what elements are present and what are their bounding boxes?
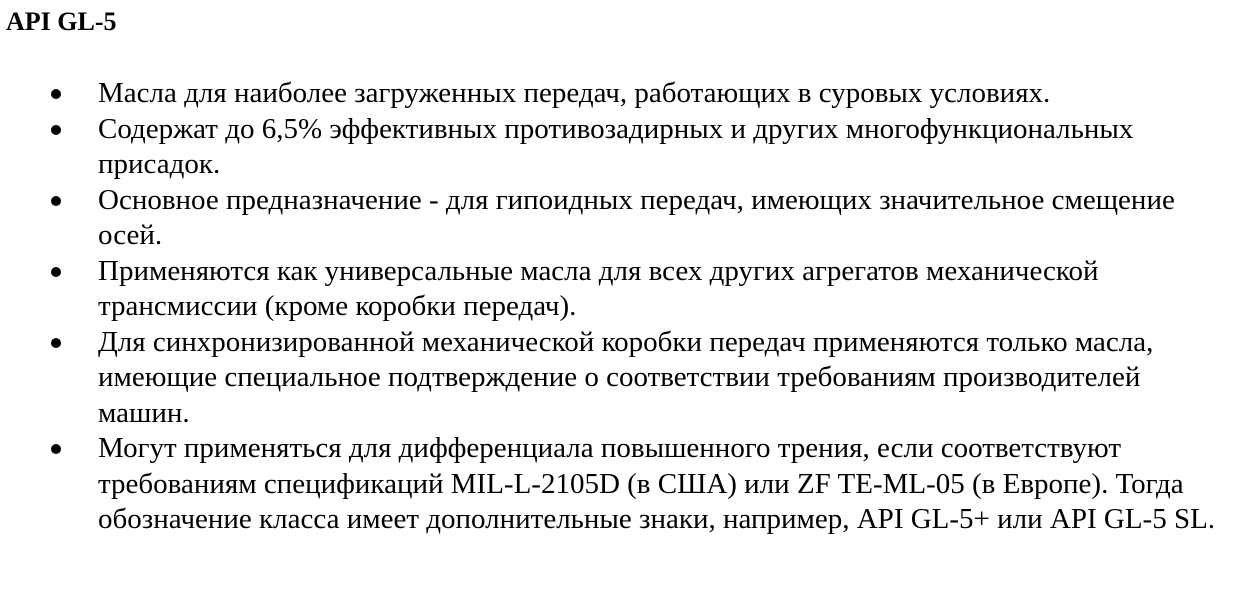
- bullet-list: [0, 76, 1237, 538]
- document-title: API GL-5: [6, 7, 117, 36]
- bullet-icon: [51, 338, 61, 348]
- list-item-text: Могут применяться для дифференциала повышенного трения, если соответствуют требованиям спецификаций MIL-L-2105D (в США) или ZF TE-ML-05 (в Европе). Тогда обозначение класса имеет дополнительные знаки, например, API GL-5+ или API GL-5 SL.: [98, 432, 1216, 535]
- list-item: [0, 431, 1237, 538]
- bullet-icon: [51, 444, 61, 454]
- list-item: [0, 76, 1237, 112]
- list-item: [0, 112, 1237, 183]
- list-item-text: Содержат до 6,5% эффективных противозадирных и других многофункциональных присадок.: [98, 112, 1134, 180]
- bullet-icon: [51, 89, 61, 99]
- bullet-icon: [51, 267, 61, 277]
- list-item-text: Масла для наиболее загруженных передач, работающих в суровых условиях.: [98, 77, 1051, 109]
- list-item-text: Основное предназначение - для гипоидных передач, имеющих значительное смещение осей.: [98, 183, 1175, 251]
- bullet-icon: [51, 125, 61, 135]
- list-item: [0, 183, 1237, 254]
- bullet-icon: [51, 196, 61, 206]
- list-item-text: Применяются как универсальные масла для всех других агрегатов механической трансмиссии (кроме коробки передач).: [98, 254, 1099, 322]
- list-item-text: Для синхронизированной механической коробки передач применяются только масла, имеющие специальное подтверждение о соответствии требованиям производителей машин.: [98, 325, 1154, 429]
- list-item: [0, 325, 1237, 432]
- list-item: [0, 254, 1237, 325]
